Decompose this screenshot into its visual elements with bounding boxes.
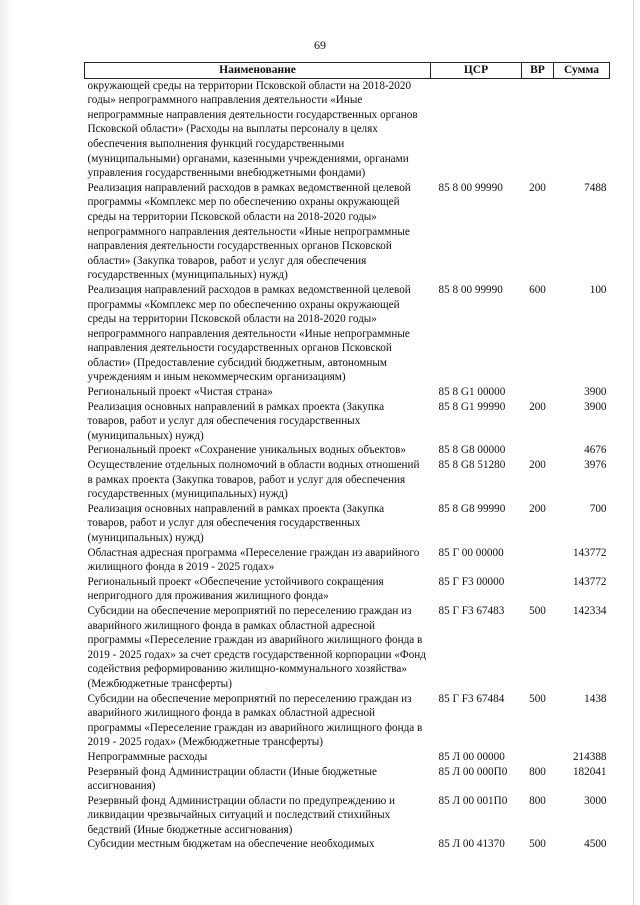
row-vr: 500 [529,838,546,851]
table-row [85,78,610,181]
row-sum: 4500 [584,838,607,851]
row-vr [522,575,554,604]
row-vr: 200 [529,181,546,194]
table-row [85,385,610,400]
row-name: Субсидии на обеспечение мероприятий по переселению граждан из аварийного жилищного фонда в рамках областной адресной программы «Переселение граждан из аварийного жилищного фонда в 2019 - 2025 годах» (Межбюджетные трансферты) [87,692,423,749]
row-sum: 7488 [584,181,607,194]
header-sum: Сумма [554,63,610,79]
row-sum: 214388 [572,750,607,763]
row-vr: 600 [529,283,546,296]
row-sum: 182041 [572,765,607,778]
row-vr: 200 [529,502,546,515]
row-sum: 143772 [572,546,607,559]
row-name: Осуществление отдельных полномочий в области водных отношений в рамках проекта (Закупка товаров, работ и услуг для обеспечения государственных (муниципальных) нужд) [87,459,420,501]
scan-left-shadow [0,0,14,905]
row-csr: 85 Л 00 000П0 [438,765,508,778]
table-row [85,837,610,852]
row-name: Реализация основных направлений в рамках проекта (Закупка товаров, работ и услуг для обеспечения государственных (муниципальных) нужд) [87,400,385,442]
row-csr: 85 8 G1 99990 [438,400,506,413]
row-sum [554,78,610,181]
row-csr: 85 8 G8 99990 [438,502,506,515]
row-name: Субсидии местным бюджетам на обеспечение необходимых [87,838,375,851]
header-vr: ВР [522,63,554,79]
row-name: Региональный проект «Обеспечение устойчивого сокращения непригодного для проживания жилищного фонда» [87,575,384,603]
row-sum: 3976 [584,459,607,472]
row-sum: 1438 [584,692,607,705]
row-name: окружающей среды на территории Псковской области на 2018-2020 годы» непрограммного направления деятельности «Иные непрограммные направления деятельности государственных органов Псковской области» (Расходы на выплаты персоналу в целях обеспечения выполнения функций государственными (муниципальными) органами, казенными учреждениями, органами управления государственными внебюджетными фондами) [87,79,418,180]
row-vr: 200 [529,459,546,472]
row-name: Региональный проект «Сохранение уникальных водных объектов» [87,444,406,457]
row-csr: 85 Г 00 00000 [438,546,504,559]
page-number: 69 [314,38,326,52]
row-name: Субсидии на обеспечение мероприятий по переселению граждан из аварийного жилищного фонда в рамках областной адресной программы «Переселение граждан из аварийного жилищного фонда в 2019 - 2025 годах» за счет средств государственной корпорации «Фонд содействия реформированию жилищно-коммунального хозяйства» (Межбюджетные трансферты) [87,604,426,690]
row-csr: 85 Л 00 00000 [438,750,505,763]
row-vr [522,385,554,400]
table-row [85,443,610,458]
table-row [85,692,610,750]
table-row [85,546,610,575]
row-csr: 85 8 00 99990 [438,181,503,194]
row-csr: 85 8 G8 00000 [438,444,506,457]
row-vr: 800 [529,765,546,778]
row-csr: 85 8 G1 00000 [438,386,506,399]
row-name: Региональный проект «Чистая страна» [87,386,273,399]
row-name: Реализация направлений расходов в рамках ведомственной целевой программы «Комплекс мер по обеспечению охраны окружающей среды на территории Псковской области на 2018-2020 годы» непрограммного направления деятельности «Иные непрограммные направления деятельности государственных органов Псковской области» (Закупка товаров, работ и услуг для обеспечения государственных (муниципальных) нужд) [87,181,411,282]
table-row [85,575,610,604]
table-row [85,794,610,838]
table-row [85,750,610,765]
table-row [85,400,610,444]
row-sum: 142334 [572,604,607,617]
row-vr: 800 [529,794,546,807]
row-vr: 500 [529,692,546,705]
row-name: Областная адресная программа «Переселение граждан из аварийного жилищного фонда в 2019 - 2025 годах» [87,546,420,574]
row-vr [522,78,554,181]
table-row [85,283,610,385]
row-vr [522,546,554,575]
table-row [85,458,610,502]
row-sum: 143772 [572,575,607,588]
row-sum: 100 [589,283,607,296]
row-vr [522,750,554,765]
row-csr: 85 Л 00 001П0 [438,794,508,807]
row-vr: 200 [529,400,546,413]
row-csr: 85 Г F3 67483 [438,604,505,617]
header-csr: ЦСР [431,63,522,79]
row-csr: 85 Г F3 00000 [438,575,505,588]
header-name: Наименование [85,63,431,79]
row-name: Резервный фонд Администрации области (Иные бюджетные ассигнования) [87,765,378,793]
scan-right-edge [633,0,634,905]
row-name: Реализация основных направлений в рамках проекта (Закупка товаров, работ и услуг для обеспечения государственных (муниципальных) нужд) [87,502,385,544]
table-row [85,181,610,283]
row-sum: 3000 [584,794,607,807]
table-header-row [85,63,610,79]
row-name: Резервный фонд Администрации области по предупреждению и ликвидации чрезвычайных ситуаций и последствий стихийных бедствий (Иные бюджетные ассигнования) [87,794,395,836]
row-csr [431,78,522,181]
row-sum: 3900 [584,400,607,413]
row-csr: 85 Л 00 41370 [438,838,505,851]
row-sum: 700 [589,502,607,515]
row-csr: 85 8 00 99990 [438,283,503,296]
table-row [85,502,610,546]
table-row [85,604,610,692]
row-name: Непрограммные расходы [87,750,208,763]
row-name: Реализация направлений расходов в рамках ведомственной целевой программы «Комплекс мер по обеспечению охраны окружающей среды на территории Псковской области на 2018-2020 годы» непрограммного направления деятельности «Иные непрограммные направления деятельности государственных органов Псковской области» (Предоставление субсидий бюджетным, автономным учреждениям и иным некоммерческим организациям) [87,283,411,384]
row-csr: 85 Г F3 67484 [438,692,505,705]
table-row [85,765,610,794]
row-vr: 500 [529,604,546,617]
row-csr: 85 8 G8 51280 [438,459,506,472]
budget-table [84,62,610,852]
row-sum: 3900 [584,386,607,399]
row-vr [522,443,554,458]
row-sum: 4676 [584,444,607,457]
